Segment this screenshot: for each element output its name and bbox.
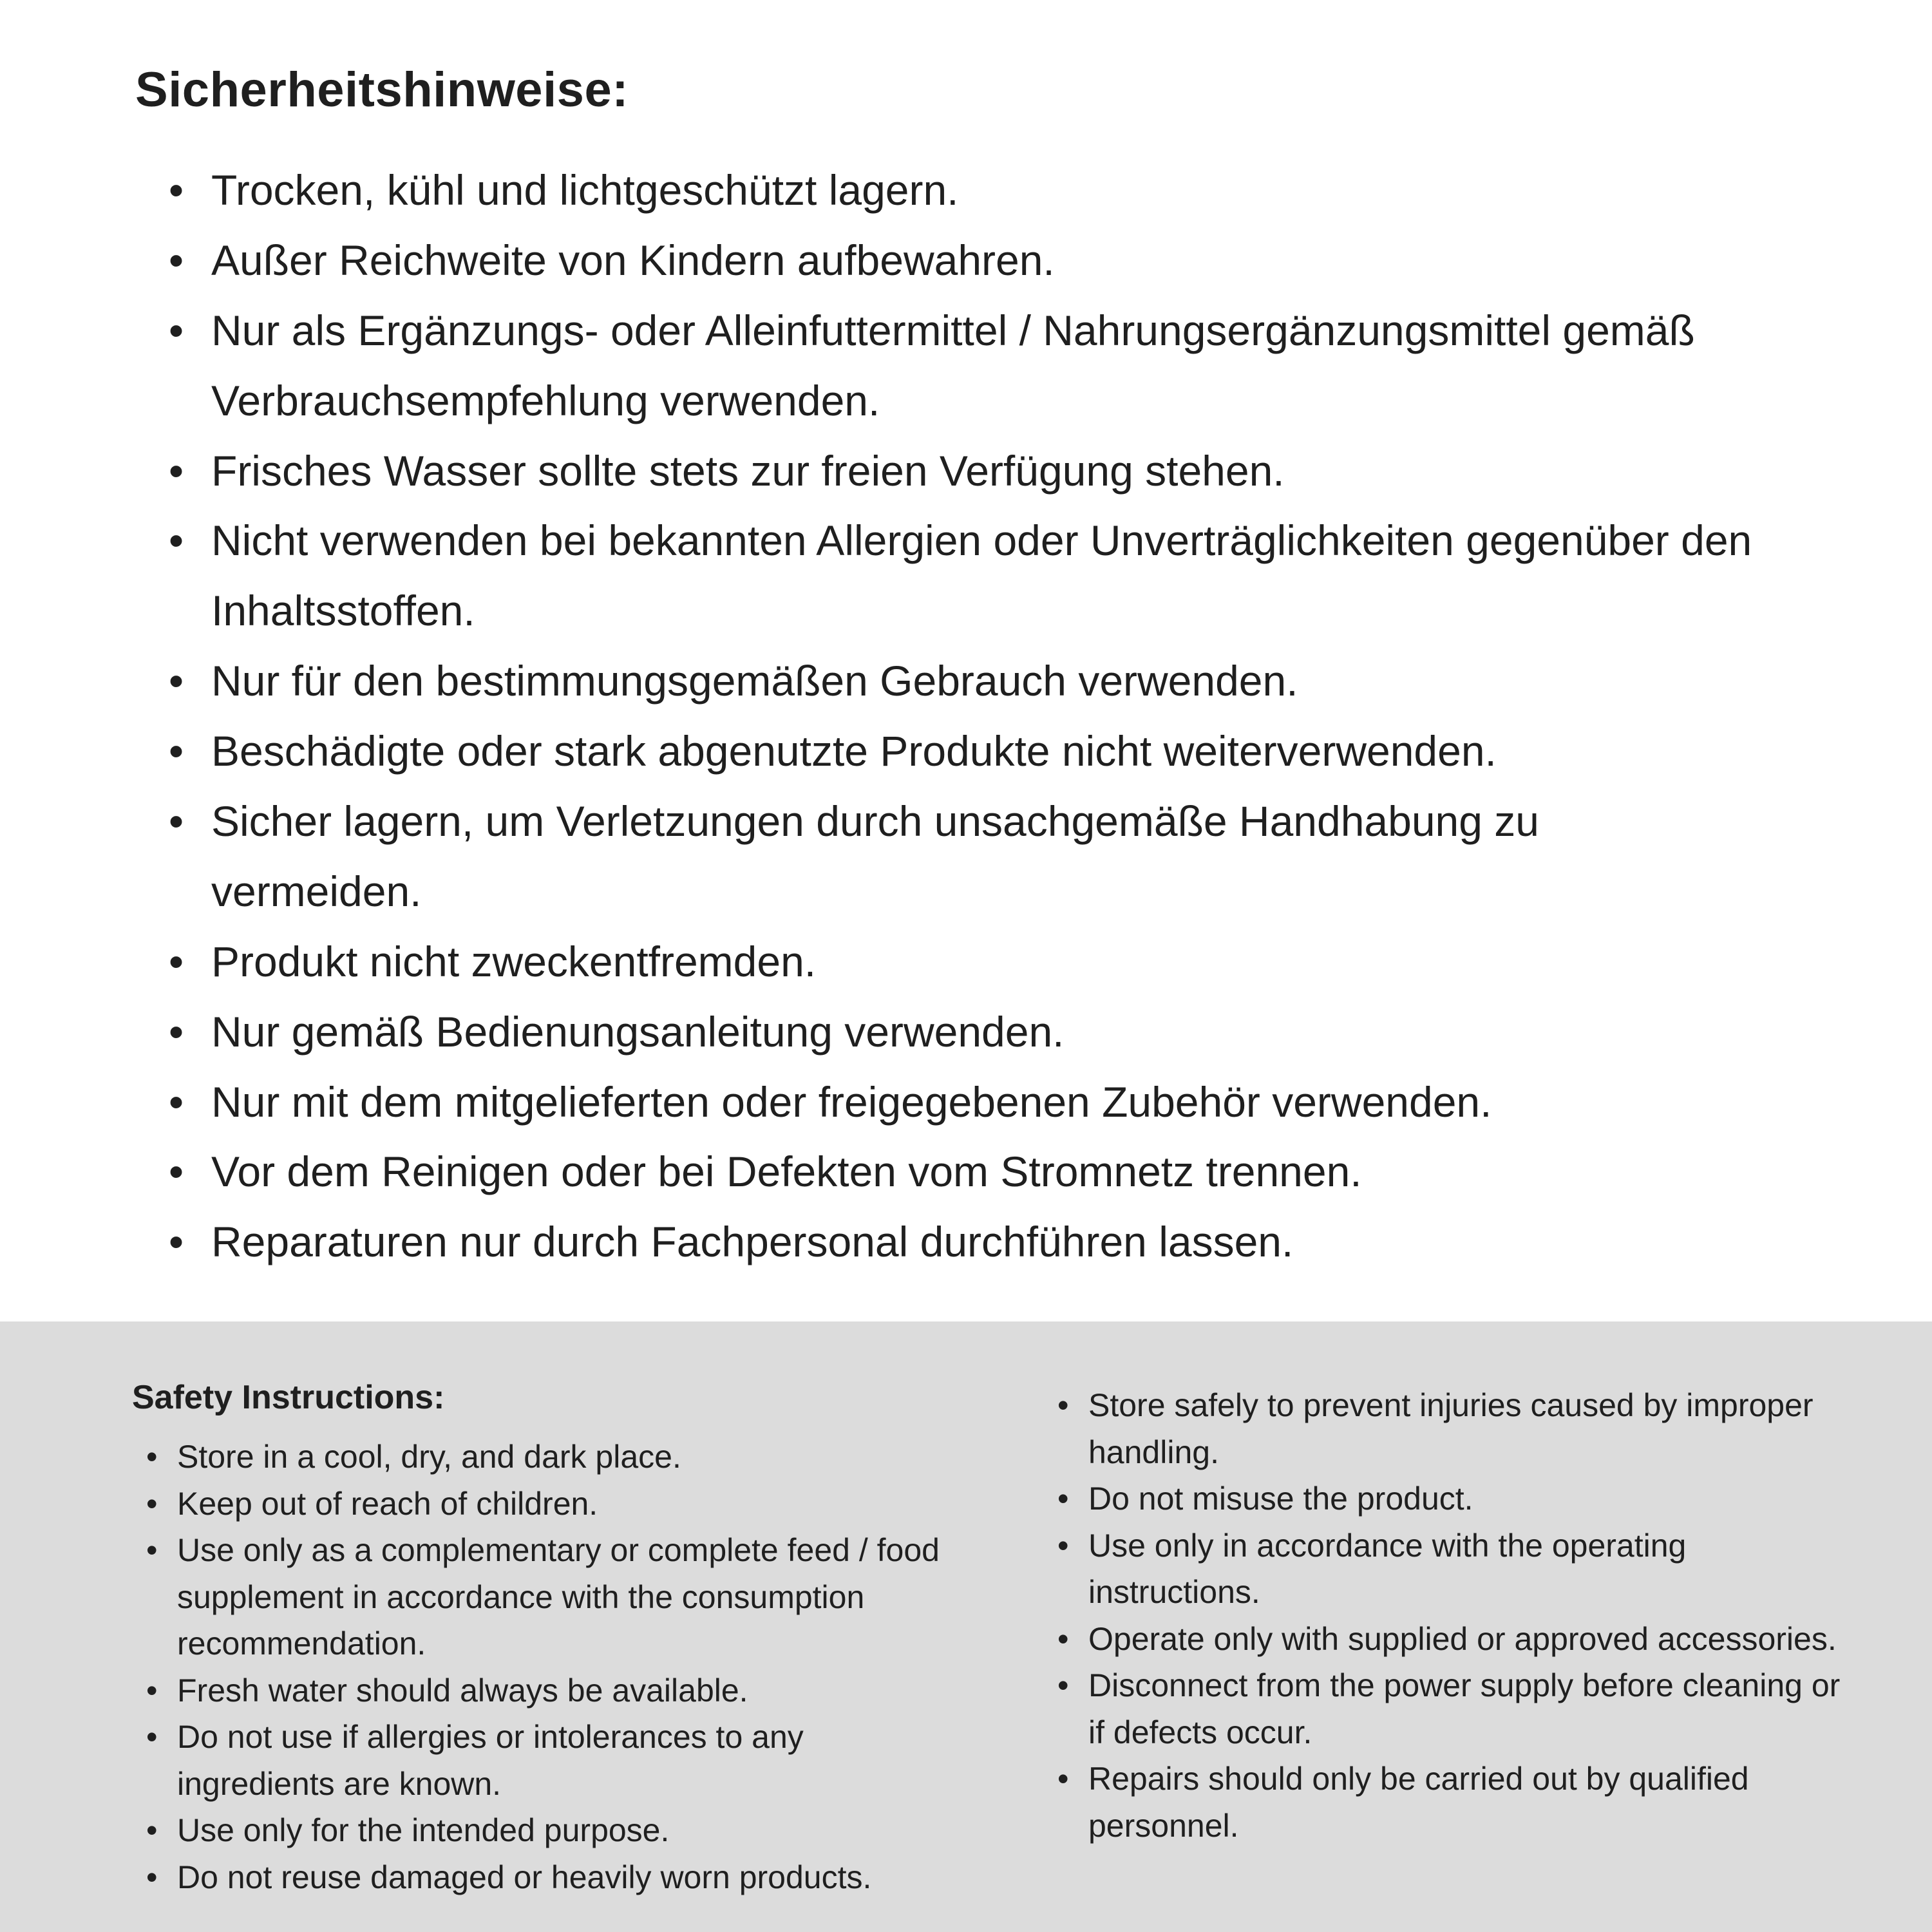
list-item: [1043, 1475, 1868, 1522]
bullet-icon: •: [169, 236, 184, 284]
safety-item-text: Do not use if allergies or intolerances to any ingredients are known.: [177, 1719, 804, 1802]
safety-item-text: Store safely to prevent injuries caused by improper handling.: [1088, 1387, 1814, 1470]
list-item: [135, 436, 1868, 506]
safety-item-text: Store in a cool, dry, and dark place.: [177, 1439, 681, 1475]
list-item: [132, 1667, 1043, 1714]
german-safety-list: [135, 155, 1868, 1277]
bullet-icon: •: [1057, 1387, 1069, 1423]
bullet-icon: •: [169, 797, 184, 846]
safety-item-text: Do not misuse the product.: [1088, 1481, 1473, 1517]
english-right-column: [1043, 1378, 1868, 1932]
list-item: [135, 155, 1868, 225]
safety-item-text: Nur als Ergänzungs- oder Alleinfuttermittel / Nahrungsergänzungsmittel gemäß Verbrauchsempfehlung verwenden.: [211, 306, 1695, 424]
bullet-icon: •: [146, 1485, 158, 1522]
bullet-icon: •: [146, 1859, 158, 1895]
safety-item-text: Reparaturen nur durch Fachpersonal durchführen lassen.: [211, 1218, 1294, 1266]
bullet-icon: •: [146, 1812, 158, 1848]
bullet-icon: •: [146, 1719, 158, 1755]
bullet-icon: •: [169, 516, 184, 565]
list-item: [135, 1207, 1868, 1277]
bullet-icon: •: [169, 1148, 184, 1196]
safety-item-text: Trocken, kühl und lichtgeschützt lagern.: [211, 166, 959, 214]
safety-item-text: Use only as a complementary or complete feed / food supplement in accordance with the consumption recommendation.: [177, 1532, 940, 1662]
bullet-icon: •: [169, 1007, 184, 1056]
english-section-title: Safety Instructions:: [132, 1379, 445, 1416]
safety-item-text: Produkt nicht zweckentfremden.: [211, 937, 817, 985]
list-item: [132, 1527, 1043, 1667]
bullet-icon: •: [1057, 1481, 1069, 1517]
safety-item-text: Nur mit dem mitgelieferten oder freigegebenen Zubehör verwenden.: [211, 1077, 1492, 1126]
safety-item-text: Disconnect from the power supply before cleaning or if defects occur.: [1088, 1667, 1841, 1750]
list-item: [135, 1137, 1868, 1207]
list-item: [135, 997, 1868, 1067]
list-item: [135, 225, 1868, 296]
list-item: [1043, 1522, 1868, 1616]
safety-item-text: Sicher lagern, um Verletzungen durch unsachgemäße Handhabung zu vermeiden.: [211, 797, 1539, 915]
english-left-column: [132, 1378, 1043, 1932]
bullet-icon: •: [146, 1672, 158, 1709]
safety-item-text: Außer Reichweite von Kindern aufbewahren.: [211, 236, 1055, 284]
english-safety-section: [0, 1321, 1932, 1932]
safety-item-text: Fresh water should always be available.: [177, 1672, 748, 1709]
bullet-icon: •: [146, 1532, 158, 1568]
bullet-icon: •: [169, 1077, 184, 1126]
list-item: [132, 1481, 1043, 1528]
safety-item-text: Nur gemäß Bedienungsanleitung verwenden.: [211, 1007, 1065, 1056]
list-item: [132, 1854, 1043, 1901]
german-section-title: Sicherheitshinweise:: [135, 62, 629, 117]
list-item: [1043, 1616, 1868, 1663]
bullet-icon: •: [169, 166, 184, 214]
safety-item-text: Vor dem Reinigen oder bei Defekten vom Stromnetz trennen.: [211, 1148, 1362, 1196]
safety-item-text: Nicht verwenden bei bekannten Allergien oder Unverträglichkeiten gegenüber den Inhaltsstoffen.: [211, 516, 1752, 635]
bullet-icon: •: [1057, 1761, 1069, 1797]
safety-item-text: Use only for the intended purpose.: [177, 1812, 670, 1848]
bullet-icon: •: [169, 657, 184, 705]
list-item: [135, 296, 1868, 436]
list-item: [135, 927, 1868, 997]
list-item: [132, 1434, 1043, 1481]
list-item: [135, 646, 1868, 716]
safety-item-text: Do not reuse damaged or heavily worn products.: [177, 1859, 872, 1895]
safety-item-text: Operate only with supplied or approved accessories.: [1088, 1620, 1837, 1657]
list-item: [135, 1067, 1868, 1137]
list-item: [1043, 1662, 1868, 1756]
bullet-icon: •: [169, 727, 184, 775]
bullet-icon: •: [1057, 1667, 1069, 1703]
bullet-icon: •: [146, 1439, 158, 1475]
bullet-icon: •: [169, 937, 184, 985]
list-item: [1043, 1382, 1868, 1475]
bullet-icon: •: [169, 1218, 184, 1266]
english-safety-list-left: [132, 1434, 1043, 1900]
bullet-icon: •: [1057, 1620, 1069, 1657]
list-item: [132, 1714, 1043, 1807]
safety-item-text: Use only in accordance with the operating instructions.: [1088, 1527, 1687, 1610]
bullet-icon: •: [169, 306, 184, 354]
list-item: [135, 786, 1868, 927]
bullet-icon: •: [169, 446, 184, 495]
safety-item-text: Nur für den bestimmungsgemäßen Gebrauch verwenden.: [211, 657, 1298, 705]
safety-item-text: Repairs should only be carried out by qualified personnel.: [1088, 1761, 1749, 1844]
english-safety-list-right: [1043, 1382, 1868, 1849]
list-item: [1043, 1756, 1868, 1849]
list-item: [132, 1807, 1043, 1854]
safety-item-text: Keep out of reach of children.: [177, 1485, 598, 1522]
list-item: [135, 506, 1868, 646]
bullet-icon: •: [1057, 1527, 1069, 1564]
safety-item-text: Beschädigte oder stark abgenutzte Produkte nicht weiterverwenden.: [211, 727, 1497, 775]
list-item: [135, 716, 1868, 786]
safety-item-text: Frisches Wasser sollte stets zur freien Verfügung stehen.: [211, 446, 1285, 495]
